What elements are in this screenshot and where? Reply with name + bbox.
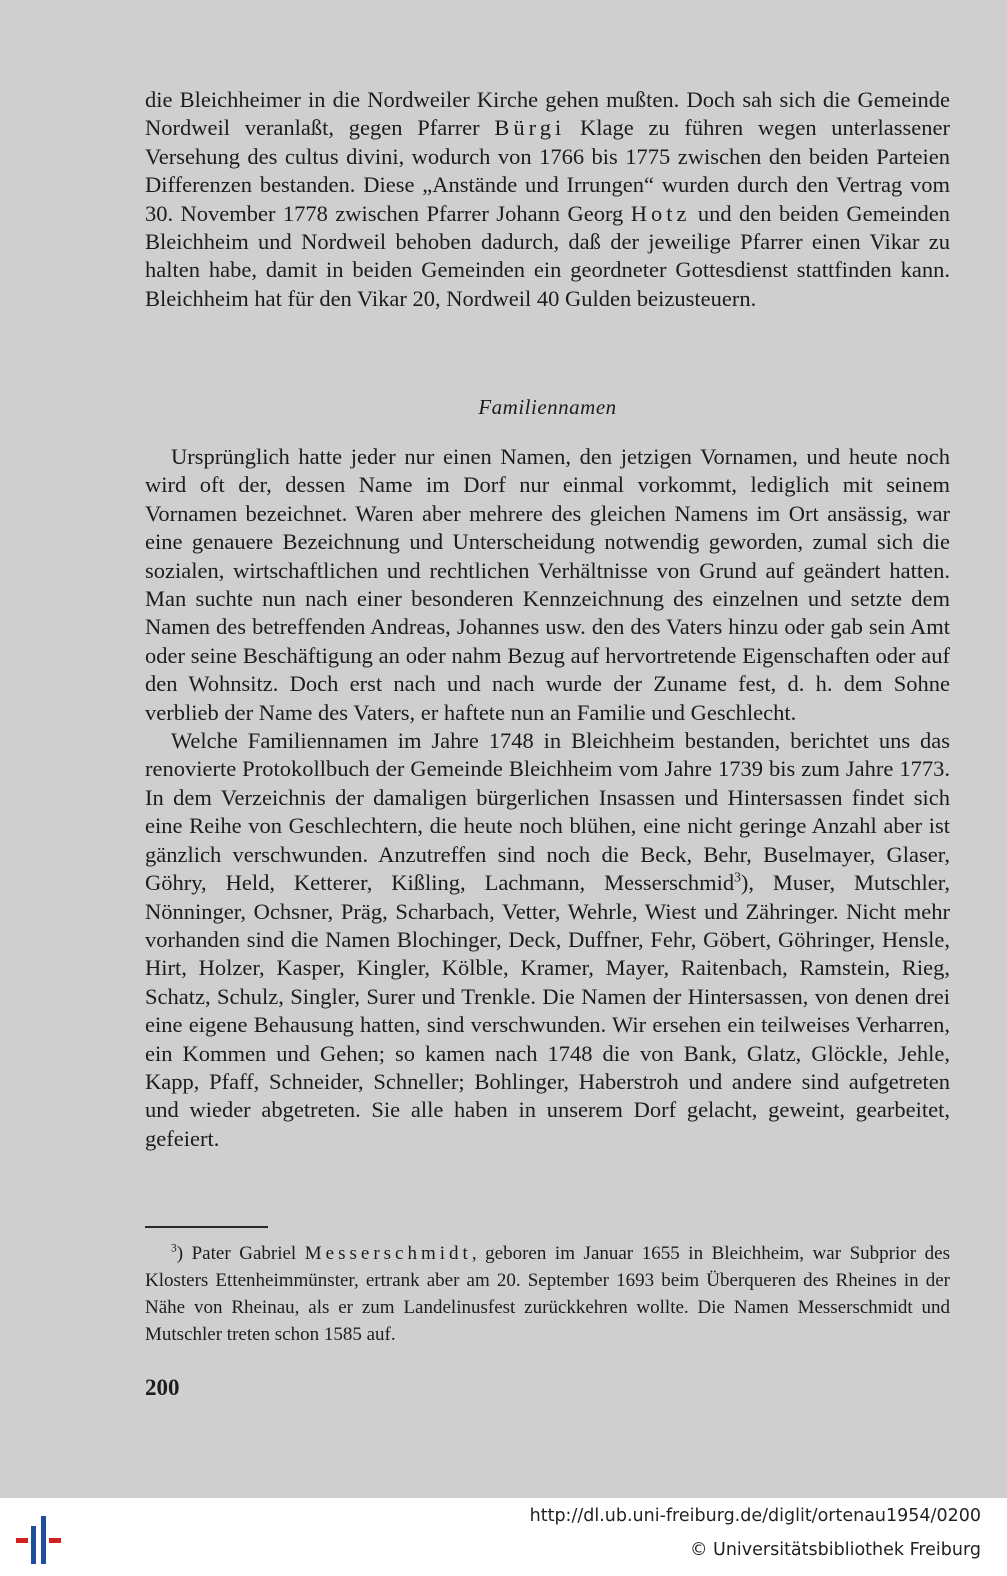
footnote-text-2: , geboren im Januar 1655 in Bleichheim, war Subprior des Klosters Ettenheimmünster, ertrank aber am 20. September 1693 beim Überqueren des Rheines in der Nähe von Rheinau, als er zum Landelinusfest zurückkehren wollte. Die Namen Messerschmidt und Mutschler treten schon 1585 auf.: [145, 1243, 951, 1345]
footnote-number: 3: [171, 1242, 177, 1255]
paragraph-1: Ursprünglich hatte jeder nur einen Namen, den jetzigen Vornamen, und heute noch wird oft der, dessen Name im Dorf nur einmal vorkommt, lediglich mit seinem Vornamen bezeichnet. Waren aber mehrere des gleichen Namens im Ort ansässig, war eine genauere Bezeichnung und Unterscheidung notwendig geworden, zumal sich die sozialen, wirtschaftlichen und rechtlichen Verhältnisse von Grund auf geändert hatten. Man suchte nun nach einer besonderen Kennzeichnung des einzelnen und setzte dem Namen des betreffenden Andreas, Johannes usw. den des Vaters hinzu oder gab sein Amt oder seine Beschäftigung an oder nahm Bezug auf hervortretende Eigenschaften oder auf den Wohnsitz. Doch erst nach und nach wurde der Zuname fest, d. h. dem Sohne verblieb der Name des Vaters, er haftete nun an Familie und Geschlecht.: [145, 444, 950, 725]
paragraph-2-text-2: ), Muser, Mutschler, Nönninger, Ochsner, Präg, Scharbach, Vetter, Wehrle, Wiest und Zähringer. Nicht mehr vorhanden sind die Namen Blochinger, Deck, Duffner, Fehr, Göbert, Göhringer, Hensle, Hirt, Holzer, Kasper, Kingler, Kölble, Kramer, Mayer, Raitenbach, Ramstein, Rieg, Schatz, Schulz, Singler, Surer und Trenkle. Die Namen der Hintersassen, von denen drei eine eigene Behausung hatten, sind verschwunden. Wir ersehen ein teilweises Verharren, ein Kommen und Gehen; so kamen nach 1748 die von Bank, Glatz, Glöckle, Jehle, Kapp, Pfaff, Schneider, Schneller; Bohlinger, Haberstroh und andere sind aufgetreten und wieder abgetreten. Sie alle haben in unserem Dorf gelacht, geweint, gearbeitet, gefeiert.: [145, 870, 950, 1151]
text-main: [145, 443, 950, 1153]
copyright-notice: © Universitätsbibliothek Freiburg: [689, 1540, 981, 1560]
paragraph-top-text-1: die Bleichheimer in die Nordweiler Kirche gehen mußten. Doch sah sich die Gemeinde Nordweil veranlaßt, gegen Pfarrer: [145, 87, 950, 141]
footer-bar: [0, 1498, 1007, 1576]
footnote: [145, 1240, 950, 1348]
footnote-text-1: ) Pater Gabriel: [176, 1243, 297, 1264]
ub-freiburg-logo-icon: [14, 1508, 64, 1568]
paragraph-top-text-3: und den beiden Gemeinden Bleichheim und Nordweil behoben dadurch, daß der jeweilige Pfarrer einen Vikar zu halten habe, damit in beiden Gemeinden ein geordneter Gottesdienst stattfinden kann. Bleichheim hat für den Vikar 20, Nordweil 40 Gulden beizusteuern.: [145, 200, 951, 311]
paragraph-2-text-1: Welche Familiennamen im Jahre 1748 in Bleichheim bestanden, berichtet uns das renovierte Protokollbuch der Gemeinde Bleichheim vom Jahre 1739 bis zum Jahre 1773. In dem Verzeichnis der damaligen bürgerlichen Insassen und Hintersassen findet sich eine Reihe von Geschlechtern, die heute noch blühen, eine nicht geringe Anzahl aber ist gänzlich verschwunden. Anzutreffen sind noch die Beck, Behr, Buselmayer, Glaser, Göhry, Held, Ketterer, Kißling, Lachmann, Messerschmid: [145, 728, 950, 896]
paragraph-top-text-2: Klage zu führen wegen unterlassener Versehung des cultus divini, wodurch von 1766 bis 1775 zwischen den beiden Parteien Differenzen bestanden. Diese „Anstände und Irrungen“ wurden durch den Vertrag vom 30. November 1778 zwischen Pfarrer Johann Georg: [145, 115, 951, 226]
paragraph-2: [145, 727, 950, 1153]
source-url-link[interactable]: http://dl.ub.uni-freiburg.de/diglit/ortenau1954/0200: [529, 1506, 981, 1526]
footnote-marker: 3: [734, 869, 741, 885]
section-heading: Familiennamen: [478, 395, 617, 419]
name-hotz: Hotz: [630, 200, 691, 226]
paragraph-top: [145, 86, 950, 313]
footnote-divider: [145, 1226, 268, 1228]
footnote-name: Messerschmidt: [304, 1243, 472, 1264]
text-top: [145, 86, 950, 313]
page-number: 200: [145, 1375, 180, 1400]
name-buergi: Bürgi: [494, 115, 566, 141]
